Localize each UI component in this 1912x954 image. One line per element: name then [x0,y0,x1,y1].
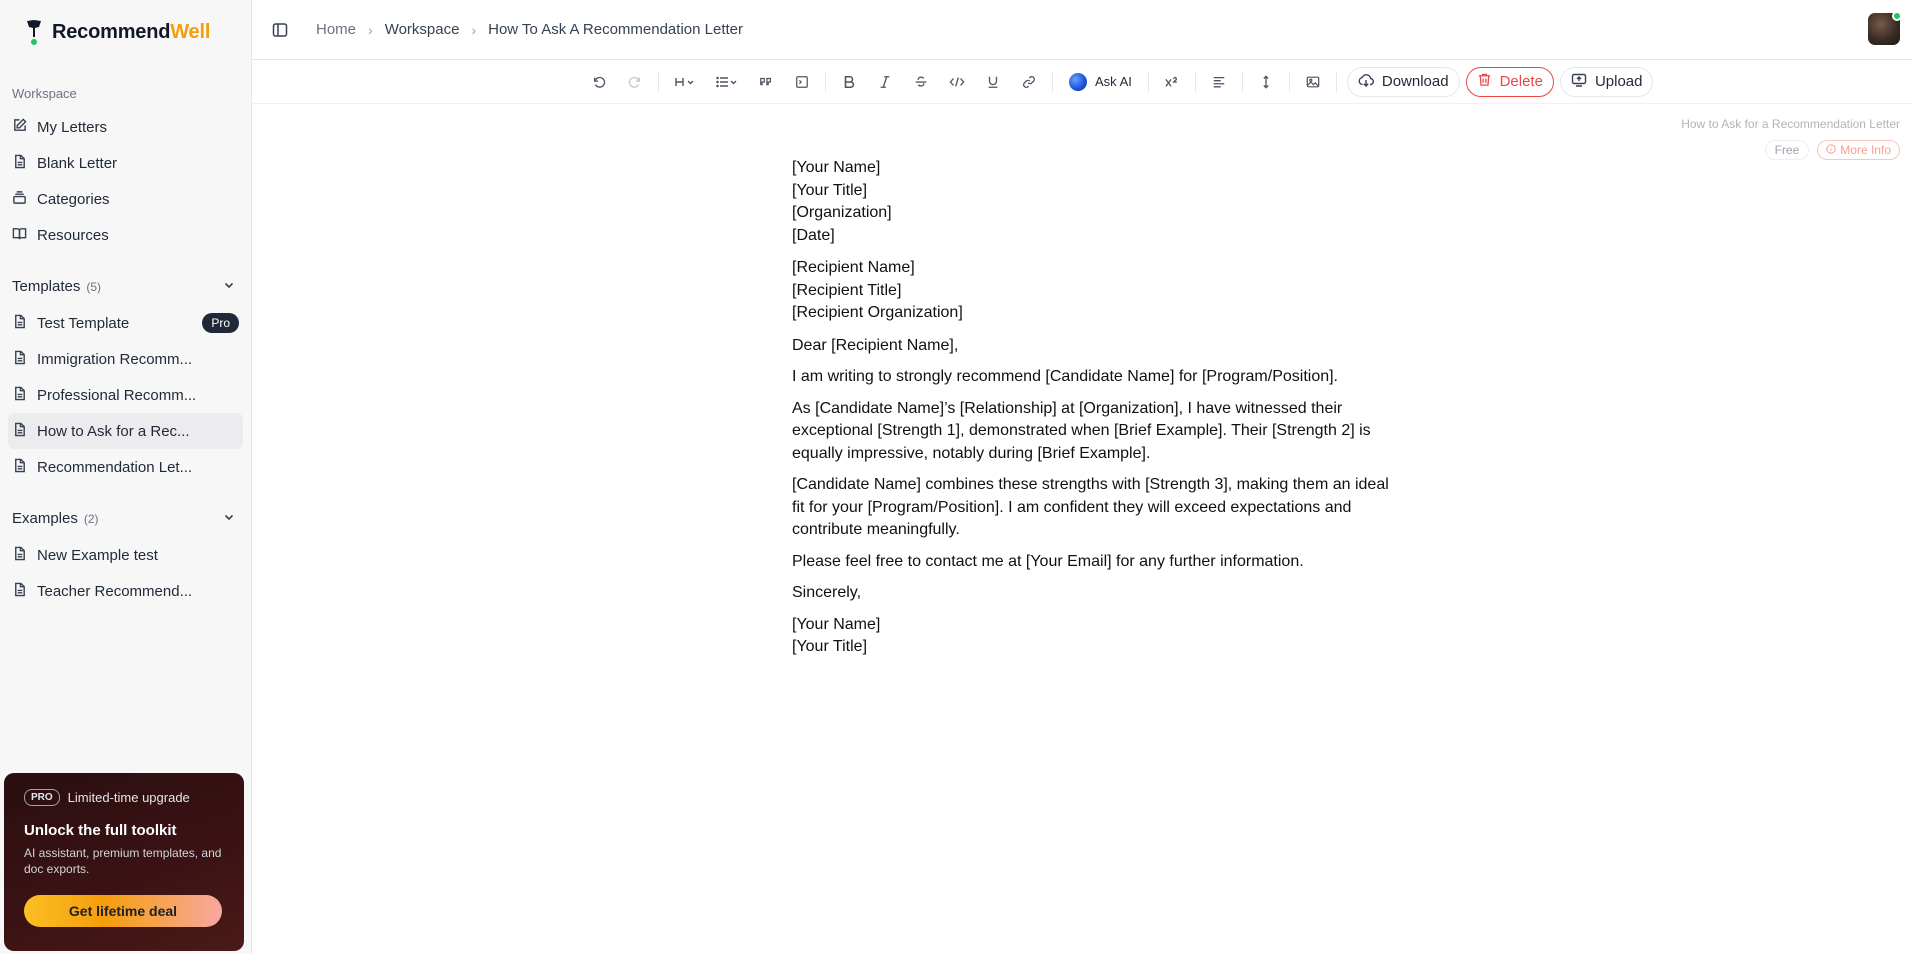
file-icon [12,582,27,601]
top-bar [252,0,1912,60]
sidebar [0,0,252,954]
layers-icon [12,190,27,209]
toolbar-divider [1336,72,1337,92]
underline-icon[interactable] [976,67,1010,97]
ai-orb-icon [1069,73,1087,91]
promo-subtitle: Limited-time upgrade [67,790,190,805]
pro-chip: PRO [24,789,60,806]
examples-group-header[interactable] [0,501,251,537]
ask-ai-button[interactable] [1059,67,1142,97]
upgrade-promo-card [4,773,244,951]
template-item-label: Recommendation Let... [37,458,193,476]
letter-editor[interactable] [792,157,1392,659]
examples-count: (2) [83,512,99,526]
toolbar-divider [658,72,659,92]
workspace-label: Workspace [12,86,77,101]
image-icon[interactable] [1296,67,1330,97]
trash-icon [1477,72,1492,91]
upload-icon [1571,72,1587,92]
example-item-label: New Example test [37,546,158,564]
superscript-icon[interactable] [1155,67,1189,97]
main-area [252,0,1912,954]
cloud-download-icon [1358,72,1374,92]
paragraph-2: As [Candidate Name]’s [Relationship] at [Organization], I have witnessed their exceptional [Strength 1], demonstrated when [Brief Example]. Their [Strength 2] is equally impressive, notably during [Brief Example]. [792,399,1371,462]
more-info-label: More Info [1840,143,1891,157]
example-item-teacher[interactable] [8,573,243,609]
toolbar-divider [1148,72,1149,92]
file-icon [12,386,27,405]
promo-description: AI assistant, premium templates, and doc exports. [24,846,222,876]
sidebar-item-label: Blank Letter [37,154,118,172]
document-meta-title: How to Ask for a Recommendation Letter [1681,117,1900,131]
recipient-organization: [Recipient Organization] [792,304,963,321]
templates-count: (5) [86,280,102,294]
template-item-test-template[interactable] [8,305,243,341]
redo-icon[interactable] [618,67,652,97]
free-badge: Free [1765,140,1810,160]
sidebar-item-my-letters[interactable] [8,109,243,145]
recipient-title: [Recipient Title] [792,281,902,299]
sender-title: [Your Title] [792,181,868,199]
template-item-immigration[interactable] [8,341,243,377]
toolbar-divider [825,72,826,92]
bold-icon[interactable] [832,67,866,97]
logo-icon [24,18,44,46]
blockquote-icon[interactable] [749,67,783,97]
template-item-label: Test Template [37,314,130,332]
sidebar-toggle-icon[interactable] [270,20,290,40]
editor-toolbar [252,60,1912,104]
chevron-right-icon: › [471,21,477,38]
file-icon [12,350,27,369]
get-lifetime-deal-button[interactable]: Get lifetime deal [24,895,222,927]
signature-title: [Your Title] [792,638,868,655]
chevron-right-icon: › [368,21,373,38]
document-meta [1680,117,1900,160]
breadcrumb-home[interactable]: Home [316,21,357,38]
sender-organization: [Organization] [792,204,892,221]
breadcrumb [316,21,743,38]
sender-block [792,157,1392,247]
pro-badge: Pro [202,313,239,333]
closing: Sincerely, [792,584,862,601]
align-left-icon[interactable] [1202,67,1236,97]
template-item-label: How to Ask for a Rec... [37,422,190,440]
example-item-label: Teacher Recommend... [37,582,193,600]
avatar[interactable] [1868,13,1900,45]
delete-label: Delete [1499,73,1543,90]
upload-button[interactable] [1560,67,1654,97]
sender-date: [Date] [792,226,835,244]
upload-label: Upload [1594,73,1643,90]
undo-icon[interactable] [582,67,616,97]
italic-icon[interactable] [868,67,902,97]
download-button[interactable] [1347,67,1460,97]
ask-ai-label: Ask AI [1095,74,1132,89]
brand[interactable] [0,0,251,64]
toolbar-divider [1289,72,1290,92]
chevron-down-icon[interactable] [223,278,235,296]
template-item-label: Immigration Recomm... [37,350,193,368]
heading-dropdown-icon[interactable] [665,67,705,97]
promo-title: Unlock the full toolkit [24,822,177,839]
info-icon [1826,143,1836,157]
file-icon [12,314,27,333]
template-item-recommendation-letter[interactable] [8,449,243,485]
delete-button[interactable] [1466,67,1554,97]
sidebar-item-categories[interactable] [8,181,243,217]
strikethrough-icon[interactable] [904,67,938,97]
signature-block [792,614,1392,659]
breadcrumb-workspace[interactable]: Workspace [384,21,460,38]
sidebar-item-label: Resources [37,226,109,244]
examples-title: Examples [12,510,78,527]
template-item-label: Professional Recomm... [37,386,197,404]
list-dropdown-icon[interactable] [707,67,747,97]
file-icon [12,154,27,173]
toolbar-divider [1052,72,1053,92]
sidebar-item-label: My Letters [37,118,108,136]
templates-group-header[interactable] [0,269,251,305]
recipient-name: [Recipient Name] [792,259,915,276]
paragraph-4: Please feel free to contact me at [Your Email] for any further information. [792,552,1304,570]
sender-name: [Your Name] [792,159,881,176]
paragraph-1: I am writing to strongly recommend [Candidate Name] for [Program/Position]. [792,368,1338,385]
sidebar-item-resources[interactable] [8,217,243,253]
code-block-icon[interactable] [785,67,819,97]
online-status-dot [1892,11,1902,21]
line-height-icon[interactable] [1249,67,1283,97]
file-icon [12,422,27,441]
toolbar-divider [1195,72,1196,92]
link-icon[interactable] [1012,67,1046,97]
template-item-how-to-ask[interactable] [8,413,243,449]
sidebar-item-blank-letter[interactable] [8,145,243,181]
more-info-button[interactable] [1817,140,1900,160]
edit-icon [12,118,27,137]
example-item-new-example[interactable] [8,537,243,573]
chevron-down-icon[interactable] [223,510,235,528]
file-icon [12,458,27,477]
toolbar-divider [1242,72,1243,92]
signature-name: [Your Name] [792,615,881,633]
sidebar-item-label: Categories [37,190,110,208]
download-label: Download [1381,73,1449,90]
greeting: Dear [Recipient Name], [792,336,959,354]
file-icon [12,546,27,565]
brand-name: RecommendWell [52,20,211,43]
book-icon [12,226,27,245]
recipient-block [792,257,1392,325]
templates-title: Templates [12,278,81,295]
template-item-professional[interactable] [8,377,243,413]
inline-code-icon[interactable] [940,67,974,97]
breadcrumb-current: How To Ask A Recommendation Letter [488,21,743,38]
paragraph-3: [Candidate Name] combines these strengths with [Strength 3], making them an ideal fit for your [Program/Position]. I am confident they will exceed expectations and contribute meaningfully. [792,476,1389,538]
